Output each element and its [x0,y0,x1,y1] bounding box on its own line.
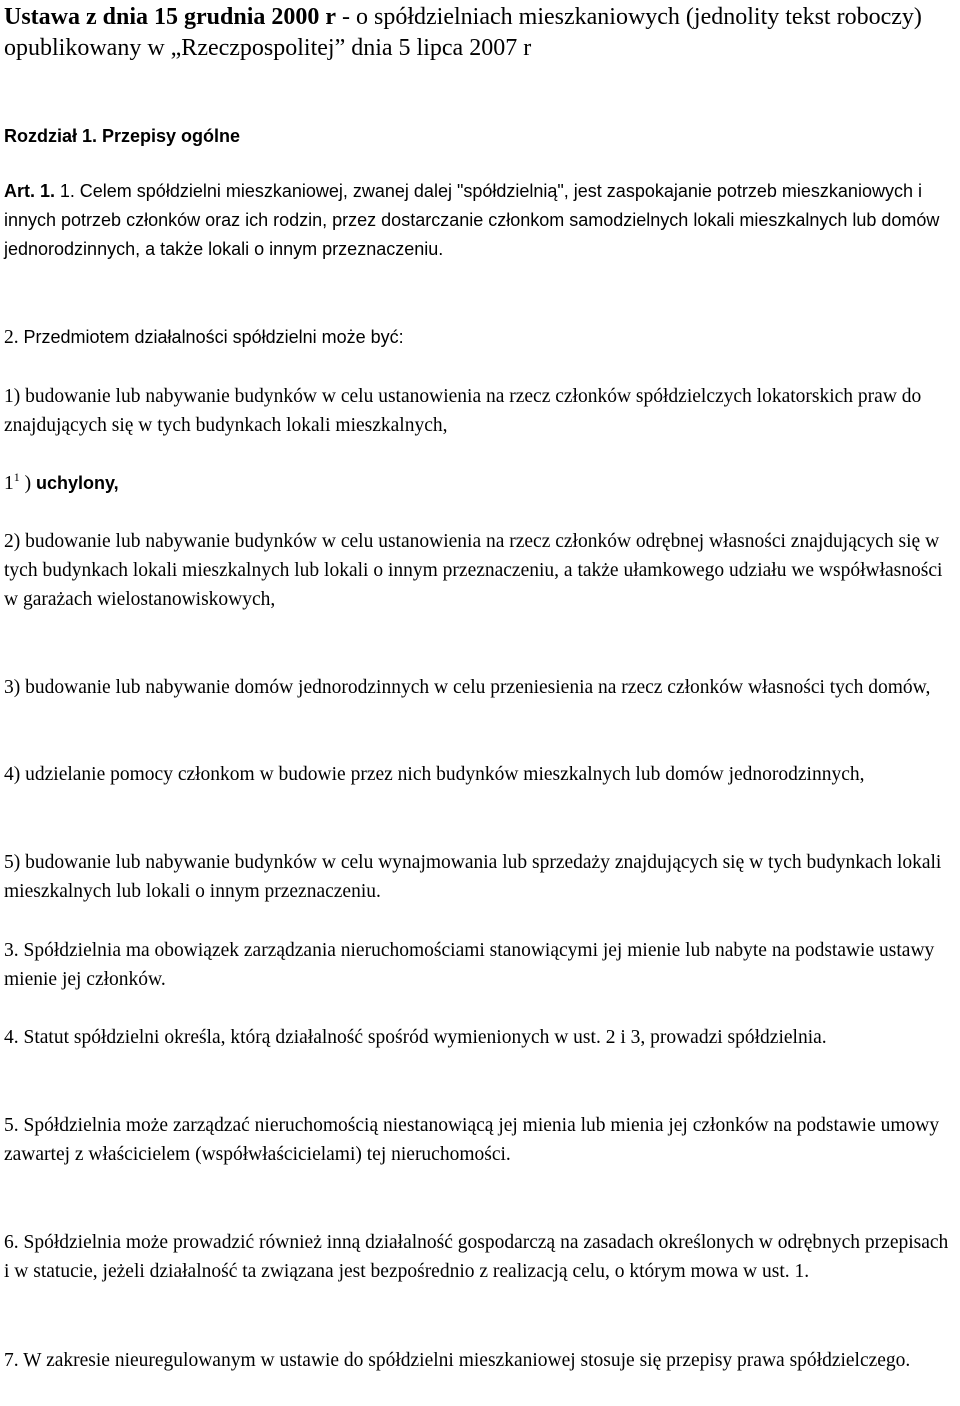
list-item-4: 4) udzielanie pomocy członkom w budowie przez nich budynków mieszkalnych lub domów jednorodzinnych, [4,764,865,785]
list-item-3: 3) budowanie lub nabywanie domów jednorodzinnych w celu przeniesienia na rzecz członków własności tych domów, [4,677,931,698]
title-rest: - o spółdzielniach mieszkaniowych (jednolity tekst roboczy) opublikowany w „Rzeczpospolitej” dnia 5 lipca 2007 r [4,4,922,61]
list-item-5: 5) budowanie lub nabywanie budynków w celu wynajmowania lub sprzedaży znajdujących się w tych budynkach lokali mieszkalnych lub lokali o innym przeznaczeniu. [4,852,942,902]
document-title [4,2,956,64]
chapter-heading: Rozdział 1. Przepisy ogólne [4,126,241,146]
item-1a-superscript: 1 [13,470,20,484]
item-1a-number: 1 [4,473,14,494]
paragraph-1-text: Celem spółdzielni mieszkaniowej, zwanej dalej "spółdzielnią", jest zaspokajanie potrzeb mieszkaniowych i innych potrzeb członków oraz ich rodzin, przez dostarczanie członkom samodzielnych lokali mieszkalnych lub domów jednorodzinnych, a także lokali o innym przeznaczeniu. [4,181,940,259]
article-1-paragraph-1 [4,177,956,264]
list-item-1a [4,469,956,498]
item-1a-text: uchylony, [36,473,119,493]
title-bold: Ustawa z dnia 15 grudnia 2000 r [4,4,337,30]
article-label: Art. 1. [4,181,56,201]
paragraph-4: 4. Statut spółdzielni określa, którą działalność spośród wymienionych w ust. 2 i 3, prowadzi spółdzielnia. [4,1027,827,1048]
paragraph-5: 5. Spółdzielnia może zarządzać nieruchomością niestanowiącą jej mienia lub mienia jej członków na podstawie umowy zawartej z właścicielem (współwłaścicielami) tej nieruchomości. [4,1115,940,1165]
paragraph-1-number: 1. [59,181,75,201]
paragraph-2-intro [4,323,956,352]
paragraph-2-text: Przedmiotem działalności spółdzielni może być: [23,327,404,347]
paragraph-2-number: 2. [4,327,19,348]
paragraph-7: 7. W zakresie nieuregulowanym w ustawie do spółdzielni mieszkaniowej stosuje się przepisy prawa spółdzielczego. [4,1350,911,1371]
item-1a-paren: ) [24,473,32,494]
list-item-1: 1) budowanie lub nabywanie budynków w celu ustanowienia na rzecz członków spółdzielczych lokatorskich praw do znajdujących się w tych budynkach lokali mieszkalnych, [4,386,922,436]
paragraph-3: 3. Spółdzielnia ma obowiązek zarządzania nieruchomościami stanowiącymi jej mienie lub nabyte na podstawie ustawy mienie jej członków. [4,940,935,990]
paragraph-6: 6. Spółdzielnia może prowadzić również inną działalność gospodarczą na zasadach określonych w odrębnych przepisach i w statucie, jeżeli działalność ta związana jest bezpośrednio z realizacją celu, o którym mowa w ust. 1. [4,1232,949,1282]
list-item-2: 2) budowanie lub nabywanie budynków w celu ustanowienia na rzecz członków odrębnej własności znajdujących się w tych budynkach lokali mieszkalnych lub lokali o innym przeznaczeniu, a także ułamkowego udziału we współwłasności w garażach wielostanowiskowych, [4,531,943,610]
